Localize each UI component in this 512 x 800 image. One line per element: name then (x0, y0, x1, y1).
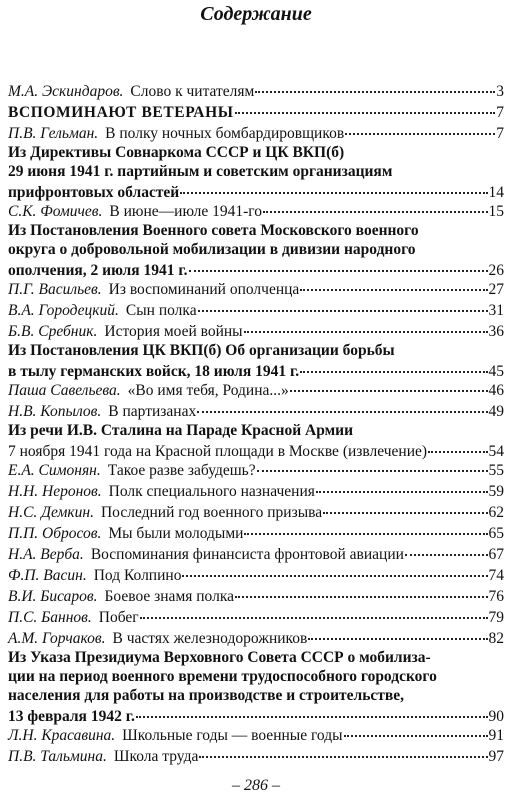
toc-document-title: округа о добровольной мобилизации в дивизии народного (8, 241, 416, 258)
toc-document-title: Из Указа Президиума Верховного Совета СССР о мобилиза- (8, 649, 431, 666)
page-number-footer: – 286 – (232, 777, 280, 794)
toc-page-number: 59 (488, 483, 504, 500)
toc-document-line (8, 143, 504, 162)
dot-leader (263, 197, 487, 213)
toc-entry-title: В полку ночных бомбардировщиков (105, 125, 345, 142)
toc-document-title: Из Директивы Совнаркома СССР и ЦК ВКП(б) (8, 144, 345, 161)
toc-entry-title: В частях железнодорожников (112, 630, 308, 647)
dot-leader (199, 742, 487, 758)
toc-page-number: 54 (488, 443, 504, 460)
toc-page-number: 36 (488, 323, 504, 340)
toc-author: Н.Н. Неронов. (8, 483, 102, 500)
toc-author: Н.А. Верба. (8, 546, 84, 563)
dot-leader (182, 561, 487, 577)
toc-author: П.В. Гельман. (8, 125, 99, 142)
toc-page-number: 67 (488, 546, 504, 563)
dot-leader (189, 256, 488, 272)
dot-leader (316, 477, 488, 493)
toc-entry (8, 400, 504, 421)
toc-page-number: 90 (488, 708, 504, 725)
toc-page-number: 65 (488, 525, 504, 542)
toc-document-title: 13 февраля 1942 г. (8, 708, 135, 725)
toc-entry-title: Боевое знамя полка (104, 588, 235, 605)
toc-entry-title: Из воспоминаний ополченца (108, 281, 300, 298)
dot-leader (244, 317, 488, 333)
toc-page-number: 79 (488, 609, 504, 626)
toc-page-number: 26 (488, 262, 504, 279)
toc-page-number: 14 (488, 184, 504, 201)
toc-author: Е.А. Симонян. (8, 462, 101, 479)
toc-document-title: Из Постановления Военного совета Московского военного (8, 222, 419, 239)
toc-page-number: 3 (496, 83, 504, 100)
toc-page-number: 15 (488, 203, 504, 220)
toc-document-line (8, 648, 504, 667)
dot-leader (244, 519, 487, 535)
toc-document-title: в тылу германских войск, 18 июля 1941 г. (8, 363, 300, 380)
toc-author: П.В. Тальмина. (8, 748, 107, 765)
toc-author: А.М. Горчаков. (8, 630, 106, 647)
toc-entry (8, 320, 504, 341)
toc-entry-title: Сын полка (125, 302, 197, 319)
toc-entry-title: Такое разве забудешь? (107, 462, 256, 479)
dot-leader (140, 603, 488, 619)
toc-page-number: 74 (488, 567, 504, 584)
toc-document-title: населения для работы на производстве и строительстве, (8, 687, 405, 704)
toc-author: Б.В. Сребник. (8, 323, 98, 340)
toc-author: Л.Н. Красавина. (8, 727, 116, 744)
toc-page-number: 97 (488, 748, 504, 765)
toc-author: Ф.П. Васин. (8, 567, 87, 584)
dot-leader (136, 702, 488, 718)
toc-entry-title: Слово к читателям (130, 83, 255, 100)
toc-author: Н.С. Демкин. (8, 504, 94, 521)
toc-author: Н.В. Копылов. (8, 403, 102, 420)
toc-author: В.А. Городецкий. (8, 302, 119, 319)
toc-author: Паша Савельева. (8, 382, 121, 399)
toc-entry-title: Побег (98, 609, 139, 626)
dot-leader (345, 119, 495, 135)
toc-document-title: Из речи И.В. Сталина на Параде Красной Армии (8, 422, 354, 439)
toc-author: М.А. Эскиндаров. (8, 83, 124, 100)
toc-entry-title: В партизанах (108, 403, 197, 420)
toc-entry-title: Воспоминания финансиста фронтовой авиации (90, 546, 404, 563)
toc-page-number: 82 (488, 630, 504, 647)
toc-entry-title: Школьные годы — военные годы (122, 727, 343, 744)
page-title: Содержание (200, 3, 312, 25)
toc-entry (8, 122, 504, 143)
dot-leader (235, 582, 487, 598)
toc-entry-title: Полк специального назначения (108, 483, 315, 500)
toc-document-line (8, 667, 504, 686)
toc-page-number: 55 (488, 462, 504, 479)
toc-page-number: 91 (488, 727, 504, 744)
toc-entry-title: Под Колпино (93, 567, 182, 584)
toc-page-number: 49 (488, 403, 504, 420)
dot-leader (308, 624, 487, 640)
toc-document-title: 7 ноября 1941 года на Красной площади в Москве (извлечение) (8, 443, 428, 460)
toc-author: С.К. Фомичев. (8, 203, 103, 220)
toc-page-number: 62 (488, 504, 504, 521)
toc-document-title: ополчения, 2 июля 1941 г. (8, 262, 188, 279)
dot-leader (428, 437, 487, 453)
toc-author: П.С. Баннов. (8, 609, 92, 626)
toc-entry-title: История моей войны (104, 323, 243, 340)
toc-entry-title: Последний год военного призыва (100, 504, 323, 521)
toc-page-number: 76 (488, 588, 504, 605)
toc-entry (8, 745, 504, 766)
toc-document-title: Из Постановления ЦК ВКП(б) Об организации борьбы (8, 342, 395, 359)
dot-leader (344, 721, 488, 737)
dot-leader (255, 77, 495, 93)
section-title: ВСПОМИНАЮТ ВЕТЕРАНЫ (8, 104, 234, 121)
toc-page-number: 45 (488, 363, 504, 380)
toc-page-number: 7 (496, 125, 504, 142)
table-of-contents (8, 80, 504, 766)
dot-leader (300, 275, 487, 291)
toc-author: П.П. Обросов. (8, 525, 102, 542)
dot-leader (300, 357, 487, 373)
toc-document-line (8, 221, 504, 240)
dot-leader (198, 296, 488, 312)
toc-entry-title: «Во имя тебя, Родина...» (127, 382, 289, 399)
toc-page-number: 27 (488, 281, 504, 298)
dot-leader (235, 98, 496, 114)
dot-leader (405, 540, 488, 556)
dot-leader (197, 397, 487, 413)
toc-page-number: 31 (488, 302, 504, 319)
toc-entry (8, 200, 504, 221)
toc-author: В.И. Бисаров. (8, 588, 98, 605)
toc-entry (8, 627, 504, 648)
dot-leader (180, 178, 487, 194)
toc-author: П.Г. Васильев. (8, 281, 102, 298)
dot-leader (323, 498, 487, 514)
toc-entry-title: В июне—июле 1941-го (109, 203, 263, 220)
toc-entry-title: Школа труда (113, 748, 199, 765)
toc-page-number: 7 (496, 104, 504, 121)
toc-document-title: прифронтовых областей (8, 184, 180, 201)
dot-leader (257, 456, 488, 472)
toc-document-title: 29 июня 1941 г. партийным и советским организациям (8, 163, 393, 180)
dot-leader (290, 376, 488, 392)
toc-entry-title: Мы были молодыми (108, 525, 244, 542)
toc-document-title: ции на период военного времени трудоспособного городского (8, 668, 437, 685)
toc-page-number: 46 (488, 382, 504, 399)
